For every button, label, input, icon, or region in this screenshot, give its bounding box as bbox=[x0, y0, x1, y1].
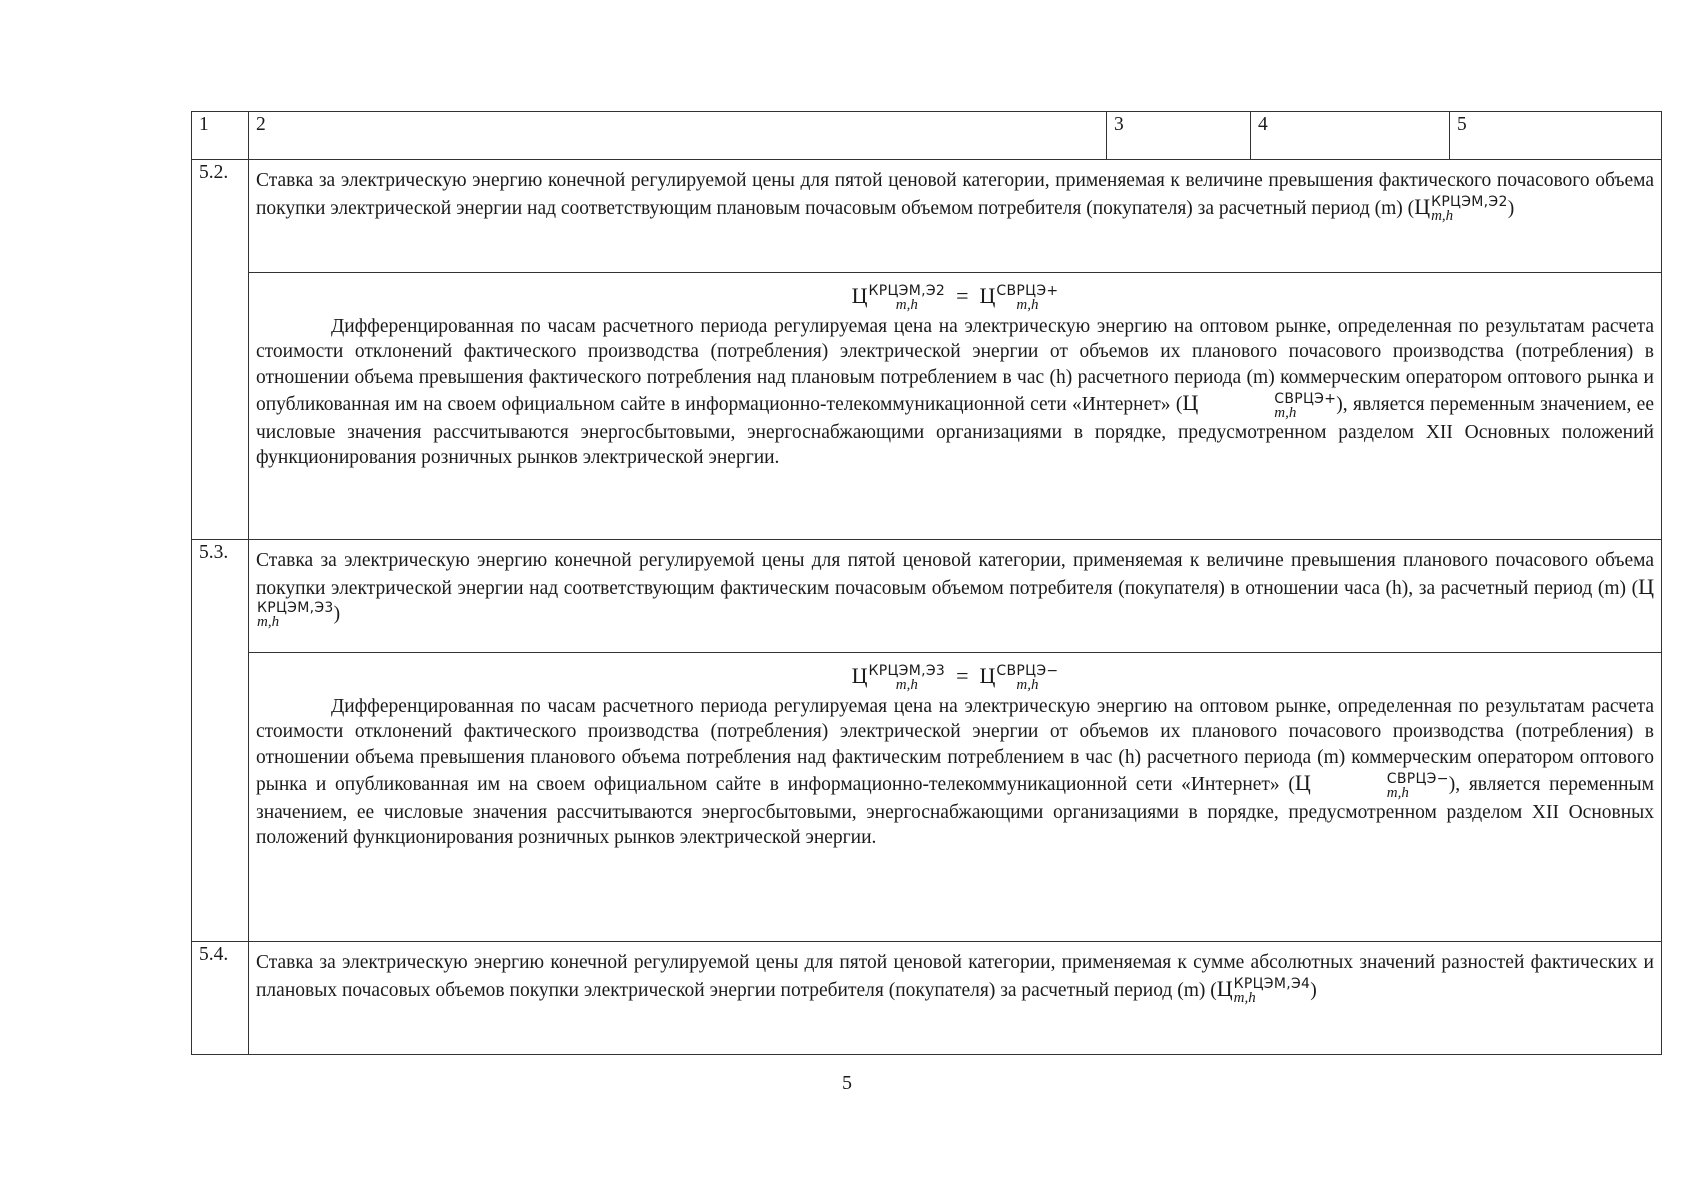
row-title-text: Ставка за электрическую энергию конечной регулируемой цены для пятой ценовой категории, применяемая к сумме абсолютных значений разностей фактических и плановых почасовых объемов покупки электрической энергии потребителя (покупателя) за расчетный период (m) ( bbox=[256, 952, 1654, 1001]
price-indices: КРЦЭМ,Э3 m,h bbox=[257, 600, 334, 630]
row-number: 5.4. bbox=[192, 942, 249, 1055]
row-body-cell bbox=[249, 273, 1662, 540]
price-indices: КРЦЭМ,Э4 m,h bbox=[1233, 976, 1311, 1007]
page-number: 5 bbox=[842, 1072, 852, 1094]
price-symbol: Ц bbox=[1216, 975, 1233, 1001]
table-header-row bbox=[192, 112, 1662, 160]
header-col-5: 5 bbox=[1450, 112, 1662, 160]
header-col-4: 4 bbox=[1251, 112, 1450, 160]
row-body-text: Дифференцированная по часам расчетного периода регулируемая цена на электрическую энергию на оптовом рынке, определенная по результатам расчета стоимости отклонений фактического производства (потребления) электрической энергии от объемов их планового почасового производства (потребления) в отношении объема превышения планового объема потребления над фактическим потреблением в час (h) расчетного периода (m) коммерческим оператором оптового рынка и опубликованная им на своем официальном сайте в информационно-телекоммуникационной сети «Интернет» (Ц СВРЦЭ− m,h ), является переменным значением, ее числовые значения рассчитываются энергосбытовыми, энергоснабжающими организациями в порядке, предусмотренном разделом XII Основных положений функционирования розничных рынков электрической энергии. bbox=[256, 695, 1654, 849]
header-col-3: 3 bbox=[1107, 112, 1251, 160]
row-title-cell: Ставка за электрическую энергию конечной регулируемой цены для пятой ценовой категории, применяемая к величине превышения планового почасового объема покупки электрической энергии над соответствующим фактическим почасовым объемом потребителя (покупателя) в отношении часа (h), за расчетный период (m) (Ц КРЦЭМ,Э3 m,h ) bbox=[249, 540, 1662, 653]
formula: Ц КРЦЭМ,Э2 m,h = Ц СВРЦЭ+ m,h bbox=[851, 282, 1059, 313]
row-number: 5.3. bbox=[192, 540, 249, 942]
tariff-table bbox=[191, 111, 1662, 1055]
formula: Ц КРЦЭМ,Э3 m,h = Ц СВРЦЭ− m,h bbox=[851, 662, 1059, 693]
price-symbol: Ц bbox=[1638, 573, 1654, 599]
header-col-2: 2 bbox=[249, 112, 1107, 160]
table-row bbox=[192, 653, 1662, 942]
row-title-text: Ставка за электрическую энергию конечной регулируемой цены для пятой ценовой категории, применяемая к величине превышения фактического почасового объема покупки электрической энергии над соответствующим плановым почасовым объемом потребителя (покупателя) за расчетный период (m) ( bbox=[256, 170, 1654, 219]
row-title-cell: Ставка за электрическую энергию конечной регулируемой цены для пятой ценовой категории, применяемая к сумме абсолютных значений разностей фактических и плановых почасовых объемов покупки электрической энергии потребителя (покупателя) за расчетный период (m) (Ц КРЦЭМ,Э4 m,h ) bbox=[249, 942, 1662, 1055]
row-title-text: Ставка за электрическую энергию конечной регулируемой цены для пятой ценовой категории, применяемая к величине превышения планового почасового объема покупки электрической энергии над соответствующим фактическим почасовым объемом потребителя (покупателя) в отношении часа (h), за расчетный период (m) ( bbox=[256, 550, 1654, 599]
row-body-cell bbox=[249, 653, 1662, 942]
row-body-text: Дифференцированная по часам расчетного периода регулируемая цена на электрическую энергию на оптовом рынке, определенная по результатам расчета стоимости отклонений фактического производства (потребления) электрической энергии от объемов их планового почасового производства (потребления) в отношении объема превышения фактического потребления над плановым потреблением в час (h) расчетного периода (m) коммерческим оператором оптового рынка и опубликованная им на своем официальном сайте в информационно-телекоммуникационной сети «Интернет» (Ц СВРЦЭ+ m,h ), является переменным значением, ее числовые значения рассчитываются энергосбытовыми, энергоснабжающими организациями в порядке, предусмотренном разделом XII Основных положений функционирования розничных рынков электрической энергии. bbox=[256, 315, 1654, 469]
table-row bbox=[192, 160, 1662, 273]
table-row bbox=[192, 942, 1662, 1055]
header-col-1: 1 bbox=[192, 112, 249, 160]
table-row bbox=[192, 540, 1662, 653]
row-number: 5.2. bbox=[192, 160, 249, 540]
price-symbol: Ц bbox=[1414, 193, 1431, 219]
price-indices: КРЦЭМ,Э2 m,h bbox=[1431, 194, 1508, 225]
row-title-cell: Ставка за электрическую энергию конечной регулируемой цены для пятой ценовой категории, применяемая к величине превышения фактического почасового объема покупки электрической энергии над соответствующим плановым почасовым объемом потребителя (покупателя) за расчетный период (m) (Ц КРЦЭМ,Э2 m,h ) bbox=[249, 160, 1662, 273]
table-row bbox=[192, 273, 1662, 540]
